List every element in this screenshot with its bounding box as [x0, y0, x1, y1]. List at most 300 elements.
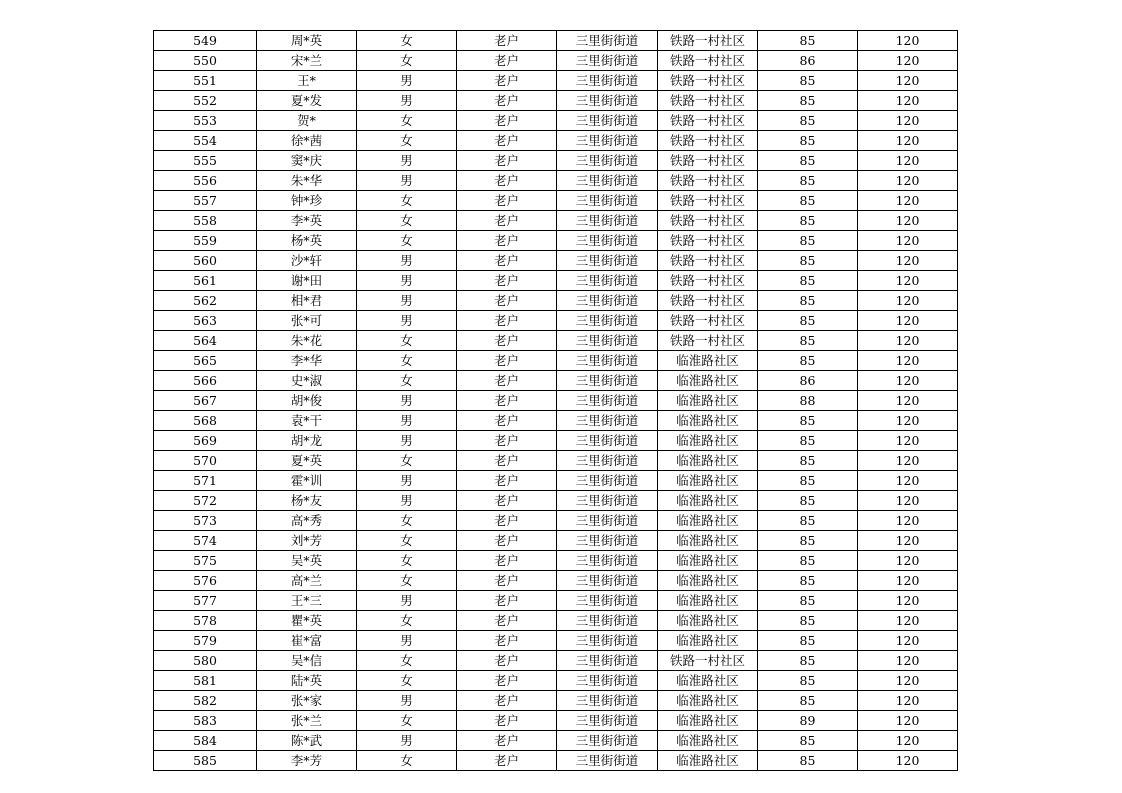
gender-cell: 男: [357, 71, 457, 91]
row-number-cell: 575: [154, 551, 257, 571]
household-type-cell: 老户: [457, 211, 557, 231]
community-cell: 临淮路社区: [658, 711, 758, 731]
household-type-cell: 老户: [457, 531, 557, 551]
community-cell: 铁路一村社区: [658, 111, 758, 131]
age-cell: 89: [758, 711, 858, 731]
subdistrict-cell: 三里街街道: [557, 551, 658, 571]
name-cell: 钟*珍: [257, 191, 357, 211]
name-cell: 吴*信: [257, 651, 357, 671]
gender-cell: 男: [357, 411, 457, 431]
age-cell: 85: [758, 151, 858, 171]
table-row: [154, 71, 958, 91]
household-type-cell: 老户: [457, 331, 557, 351]
amount-cell: 120: [858, 131, 958, 151]
row-number-cell: 550: [154, 51, 257, 71]
table-row: [154, 531, 958, 551]
row-number-cell: 582: [154, 691, 257, 711]
age-cell: 85: [758, 31, 858, 51]
age-cell: 85: [758, 351, 858, 371]
gender-cell: 女: [357, 651, 457, 671]
gender-cell: 女: [357, 351, 457, 371]
name-cell: 胡*俊: [257, 391, 357, 411]
amount-cell: 120: [858, 51, 958, 71]
household-type-cell: 老户: [457, 411, 557, 431]
subdistrict-cell: 三里街街道: [557, 251, 658, 271]
name-cell: 朱*华: [257, 171, 357, 191]
age-cell: 85: [758, 191, 858, 211]
household-type-cell: 老户: [457, 51, 557, 71]
amount-cell: 120: [858, 671, 958, 691]
gender-cell: 女: [357, 111, 457, 131]
community-cell: 临淮路社区: [658, 551, 758, 571]
amount-cell: 120: [858, 751, 958, 771]
row-number-cell: 572: [154, 491, 257, 511]
row-number-cell: 559: [154, 231, 257, 251]
row-number-cell: 555: [154, 151, 257, 171]
household-type-cell: 老户: [457, 351, 557, 371]
row-number-cell: 556: [154, 171, 257, 191]
table-row: [154, 751, 958, 771]
community-cell: 临淮路社区: [658, 691, 758, 711]
name-cell: 张*家: [257, 691, 357, 711]
row-number-cell: 557: [154, 191, 257, 211]
household-type-cell: 老户: [457, 511, 557, 531]
household-type-cell: 老户: [457, 271, 557, 291]
name-cell: 吴*英: [257, 551, 357, 571]
gender-cell: 女: [357, 131, 457, 151]
age-cell: 85: [758, 651, 858, 671]
gender-cell: 女: [357, 331, 457, 351]
community-cell: 铁路一村社区: [658, 651, 758, 671]
gender-cell: 男: [357, 491, 457, 511]
subdistrict-cell: 三里街街道: [557, 31, 658, 51]
subdistrict-cell: 三里街街道: [557, 511, 658, 531]
age-cell: 85: [758, 551, 858, 571]
amount-cell: 120: [858, 251, 958, 271]
gender-cell: 男: [357, 631, 457, 651]
name-cell: 高*秀: [257, 511, 357, 531]
gender-cell: 男: [357, 151, 457, 171]
household-type-cell: 老户: [457, 451, 557, 471]
amount-cell: 120: [858, 71, 958, 91]
household-type-cell: 老户: [457, 111, 557, 131]
amount-cell: 120: [858, 411, 958, 431]
age-cell: 85: [758, 131, 858, 151]
subdistrict-cell: 三里街街道: [557, 151, 658, 171]
name-cell: 张*兰: [257, 711, 357, 731]
table-row: [154, 631, 958, 651]
name-cell: 宋*兰: [257, 51, 357, 71]
subdistrict-cell: 三里街街道: [557, 211, 658, 231]
name-cell: 霍*训: [257, 471, 357, 491]
age-cell: 85: [758, 751, 858, 771]
gender-cell: 女: [357, 671, 457, 691]
household-type-cell: 老户: [457, 231, 557, 251]
row-number-cell: 585: [154, 751, 257, 771]
amount-cell: 120: [858, 351, 958, 371]
gender-cell: 男: [357, 591, 457, 611]
gender-cell: 女: [357, 191, 457, 211]
age-cell: 85: [758, 171, 858, 191]
subdistrict-cell: 三里街街道: [557, 131, 658, 151]
name-cell: 胡*龙: [257, 431, 357, 451]
name-cell: 周*英: [257, 31, 357, 51]
row-number-cell: 578: [154, 611, 257, 631]
name-cell: 杨*英: [257, 231, 357, 251]
subdistrict-cell: 三里街街道: [557, 71, 658, 91]
subdistrict-cell: 三里街街道: [557, 91, 658, 111]
age-cell: 85: [758, 331, 858, 351]
age-cell: 85: [758, 71, 858, 91]
age-cell: 85: [758, 611, 858, 631]
age-cell: 86: [758, 51, 858, 71]
row-number-cell: 584: [154, 731, 257, 751]
household-type-cell: 老户: [457, 711, 557, 731]
table-row: [154, 591, 958, 611]
gender-cell: 男: [357, 291, 457, 311]
subdistrict-cell: 三里街街道: [557, 311, 658, 331]
table-row: [154, 431, 958, 451]
subdistrict-cell: 三里街街道: [557, 671, 658, 691]
gender-cell: 女: [357, 371, 457, 391]
community-cell: 铁路一村社区: [658, 191, 758, 211]
name-cell: 高*兰: [257, 571, 357, 591]
roster-table: [153, 30, 958, 771]
subdistrict-cell: 三里街街道: [557, 631, 658, 651]
subdistrict-cell: 三里街街道: [557, 291, 658, 311]
name-cell: 谢*田: [257, 271, 357, 291]
age-cell: 85: [758, 311, 858, 331]
table-row: [154, 351, 958, 371]
table-row: [154, 151, 958, 171]
household-type-cell: 老户: [457, 491, 557, 511]
table-row: [154, 391, 958, 411]
age-cell: 85: [758, 671, 858, 691]
age-cell: 85: [758, 531, 858, 551]
subdistrict-cell: 三里街街道: [557, 711, 658, 731]
row-number-cell: 568: [154, 411, 257, 431]
age-cell: 85: [758, 271, 858, 291]
amount-cell: 120: [858, 631, 958, 651]
age-cell: 85: [758, 731, 858, 751]
name-cell: 陆*英: [257, 671, 357, 691]
row-number-cell: 560: [154, 251, 257, 271]
community-cell: 临淮路社区: [658, 531, 758, 551]
table-row: [154, 31, 958, 51]
subdistrict-cell: 三里街街道: [557, 731, 658, 751]
subdistrict-cell: 三里街街道: [557, 171, 658, 191]
age-cell: 85: [758, 451, 858, 471]
amount-cell: 120: [858, 171, 958, 191]
community-cell: 铁路一村社区: [658, 311, 758, 331]
age-cell: 85: [758, 251, 858, 271]
amount-cell: 120: [858, 491, 958, 511]
gender-cell: 男: [357, 691, 457, 711]
age-cell: 85: [758, 471, 858, 491]
gender-cell: 男: [357, 251, 457, 271]
amount-cell: 120: [858, 231, 958, 251]
gender-cell: 女: [357, 711, 457, 731]
community-cell: 临淮路社区: [658, 431, 758, 451]
name-cell: 张*可: [257, 311, 357, 331]
row-number-cell: 579: [154, 631, 257, 651]
household-type-cell: 老户: [457, 371, 557, 391]
gender-cell: 男: [357, 731, 457, 751]
table-row: [154, 571, 958, 591]
household-type-cell: 老户: [457, 391, 557, 411]
table-row: [154, 551, 958, 571]
subdistrict-cell: 三里街街道: [557, 371, 658, 391]
household-type-cell: 老户: [457, 151, 557, 171]
community-cell: 临淮路社区: [658, 491, 758, 511]
gender-cell: 女: [357, 751, 457, 771]
table-row: [154, 51, 958, 71]
household-type-cell: 老户: [457, 671, 557, 691]
age-cell: 85: [758, 231, 858, 251]
amount-cell: 120: [858, 391, 958, 411]
community-cell: 临淮路社区: [658, 391, 758, 411]
age-cell: 85: [758, 431, 858, 451]
age-cell: 85: [758, 211, 858, 231]
row-number-cell: 553: [154, 111, 257, 131]
name-cell: 夏*英: [257, 451, 357, 471]
gender-cell: 女: [357, 231, 457, 251]
table-row: [154, 291, 958, 311]
row-number-cell: 574: [154, 531, 257, 551]
household-type-cell: 老户: [457, 311, 557, 331]
row-number-cell: 552: [154, 91, 257, 111]
name-cell: 相*君: [257, 291, 357, 311]
amount-cell: 120: [858, 371, 958, 391]
gender-cell: 男: [357, 271, 457, 291]
household-type-cell: 老户: [457, 571, 557, 591]
community-cell: 铁路一村社区: [658, 211, 758, 231]
gender-cell: 女: [357, 51, 457, 71]
row-number-cell: 570: [154, 451, 257, 471]
community-cell: 铁路一村社区: [658, 231, 758, 251]
subdistrict-cell: 三里街街道: [557, 751, 658, 771]
table-row: [154, 271, 958, 291]
name-cell: 王*三: [257, 591, 357, 611]
community-cell: 铁路一村社区: [658, 151, 758, 171]
name-cell: 王*: [257, 71, 357, 91]
amount-cell: 120: [858, 611, 958, 631]
row-number-cell: 564: [154, 331, 257, 351]
subdistrict-cell: 三里街街道: [557, 391, 658, 411]
age-cell: 85: [758, 111, 858, 131]
subdistrict-cell: 三里街街道: [557, 471, 658, 491]
age-cell: 86: [758, 371, 858, 391]
name-cell: 瞿*英: [257, 611, 357, 631]
subdistrict-cell: 三里街街道: [557, 191, 658, 211]
row-number-cell: 549: [154, 31, 257, 51]
roster-table-body: [154, 31, 958, 771]
gender-cell: 男: [357, 311, 457, 331]
row-number-cell: 580: [154, 651, 257, 671]
subdistrict-cell: 三里街街道: [557, 591, 658, 611]
gender-cell: 女: [357, 511, 457, 531]
row-number-cell: 581: [154, 671, 257, 691]
gender-cell: 女: [357, 611, 457, 631]
table-row: [154, 611, 958, 631]
table-row: [154, 711, 958, 731]
subdistrict-cell: 三里街街道: [557, 111, 658, 131]
row-number-cell: 573: [154, 511, 257, 531]
amount-cell: 120: [858, 731, 958, 751]
name-cell: 沙*轩: [257, 251, 357, 271]
age-cell: 88: [758, 391, 858, 411]
amount-cell: 120: [858, 531, 958, 551]
row-number-cell: 558: [154, 211, 257, 231]
community-cell: 临淮路社区: [658, 451, 758, 471]
table-row: [154, 251, 958, 271]
subdistrict-cell: 三里街街道: [557, 571, 658, 591]
row-number-cell: 577: [154, 591, 257, 611]
subdistrict-cell: 三里街街道: [557, 451, 658, 471]
household-type-cell: 老户: [457, 291, 557, 311]
community-cell: 铁路一村社区: [658, 131, 758, 151]
community-cell: 临淮路社区: [658, 411, 758, 431]
table-row: [154, 131, 958, 151]
household-type-cell: 老户: [457, 171, 557, 191]
gender-cell: 男: [357, 471, 457, 491]
name-cell: 杨*友: [257, 491, 357, 511]
gender-cell: 女: [357, 551, 457, 571]
subdistrict-cell: 三里街街道: [557, 691, 658, 711]
household-type-cell: 老户: [457, 191, 557, 211]
name-cell: 朱*花: [257, 331, 357, 351]
amount-cell: 120: [858, 191, 958, 211]
amount-cell: 120: [858, 431, 958, 451]
name-cell: 夏*发: [257, 91, 357, 111]
name-cell: 徐*茜: [257, 131, 357, 151]
household-type-cell: 老户: [457, 471, 557, 491]
amount-cell: 120: [858, 551, 958, 571]
name-cell: 贺*: [257, 111, 357, 131]
household-type-cell: 老户: [457, 71, 557, 91]
household-type-cell: 老户: [457, 131, 557, 151]
community-cell: 临淮路社区: [658, 611, 758, 631]
row-number-cell: 576: [154, 571, 257, 591]
community-cell: 铁路一村社区: [658, 251, 758, 271]
household-type-cell: 老户: [457, 651, 557, 671]
amount-cell: 120: [858, 651, 958, 671]
row-number-cell: 569: [154, 431, 257, 451]
community-cell: 铁路一村社区: [658, 291, 758, 311]
gender-cell: 男: [357, 391, 457, 411]
community-cell: 临淮路社区: [658, 511, 758, 531]
amount-cell: 120: [858, 271, 958, 291]
amount-cell: 120: [858, 511, 958, 531]
age-cell: 85: [758, 631, 858, 651]
household-type-cell: 老户: [457, 551, 557, 571]
amount-cell: 120: [858, 591, 958, 611]
table-row: [154, 411, 958, 431]
subdistrict-cell: 三里街街道: [557, 411, 658, 431]
amount-cell: 120: [858, 111, 958, 131]
age-cell: 85: [758, 591, 858, 611]
name-cell: 窦*庆: [257, 151, 357, 171]
age-cell: 85: [758, 691, 858, 711]
row-number-cell: 562: [154, 291, 257, 311]
community-cell: 临淮路社区: [658, 371, 758, 391]
table-row: [154, 191, 958, 211]
name-cell: 李*华: [257, 351, 357, 371]
table-row: [154, 491, 958, 511]
subdistrict-cell: 三里街街道: [557, 51, 658, 71]
subdistrict-cell: 三里街街道: [557, 331, 658, 351]
name-cell: 李*英: [257, 211, 357, 231]
row-number-cell: 567: [154, 391, 257, 411]
table-row: [154, 691, 958, 711]
community-cell: 临淮路社区: [658, 631, 758, 651]
subdistrict-cell: 三里街街道: [557, 231, 658, 251]
age-cell: 85: [758, 291, 858, 311]
amount-cell: 120: [858, 571, 958, 591]
community-cell: 临淮路社区: [658, 591, 758, 611]
subdistrict-cell: 三里街街道: [557, 491, 658, 511]
name-cell: 刘*芳: [257, 531, 357, 551]
household-type-cell: 老户: [457, 751, 557, 771]
row-number-cell: 565: [154, 351, 257, 371]
community-cell: 临淮路社区: [658, 751, 758, 771]
community-cell: 铁路一村社区: [658, 331, 758, 351]
amount-cell: 120: [858, 291, 958, 311]
amount-cell: 120: [858, 711, 958, 731]
community-cell: 临淮路社区: [658, 351, 758, 371]
row-number-cell: 583: [154, 711, 257, 731]
table-row: [154, 211, 958, 231]
amount-cell: 120: [858, 331, 958, 351]
table-row: [154, 651, 958, 671]
table-row: [154, 231, 958, 251]
gender-cell: 女: [357, 211, 457, 231]
community-cell: 铁路一村社区: [658, 71, 758, 91]
household-type-cell: 老户: [457, 691, 557, 711]
community-cell: 铁路一村社区: [658, 51, 758, 71]
subdistrict-cell: 三里街街道: [557, 611, 658, 631]
gender-cell: 女: [357, 571, 457, 591]
subdistrict-cell: 三里街街道: [557, 431, 658, 451]
row-number-cell: 566: [154, 371, 257, 391]
amount-cell: 120: [858, 311, 958, 331]
community-cell: 铁路一村社区: [658, 91, 758, 111]
community-cell: 铁路一村社区: [658, 171, 758, 191]
age-cell: 85: [758, 411, 858, 431]
name-cell: 史*淑: [257, 371, 357, 391]
age-cell: 85: [758, 511, 858, 531]
age-cell: 85: [758, 491, 858, 511]
table-row: [154, 731, 958, 751]
household-type-cell: 老户: [457, 611, 557, 631]
gender-cell: 男: [357, 91, 457, 111]
age-cell: 85: [758, 91, 858, 111]
community-cell: 临淮路社区: [658, 471, 758, 491]
name-cell: 崔*富: [257, 631, 357, 651]
table-row: [154, 171, 958, 191]
amount-cell: 120: [858, 31, 958, 51]
community-cell: 临淮路社区: [658, 571, 758, 591]
household-type-cell: 老户: [457, 251, 557, 271]
table-row: [154, 111, 958, 131]
row-number-cell: 554: [154, 131, 257, 151]
community-cell: 铁路一村社区: [658, 31, 758, 51]
household-type-cell: 老户: [457, 31, 557, 51]
community-cell: 临淮路社区: [658, 671, 758, 691]
amount-cell: 120: [858, 451, 958, 471]
subdistrict-cell: 三里街街道: [557, 271, 658, 291]
row-number-cell: 571: [154, 471, 257, 491]
